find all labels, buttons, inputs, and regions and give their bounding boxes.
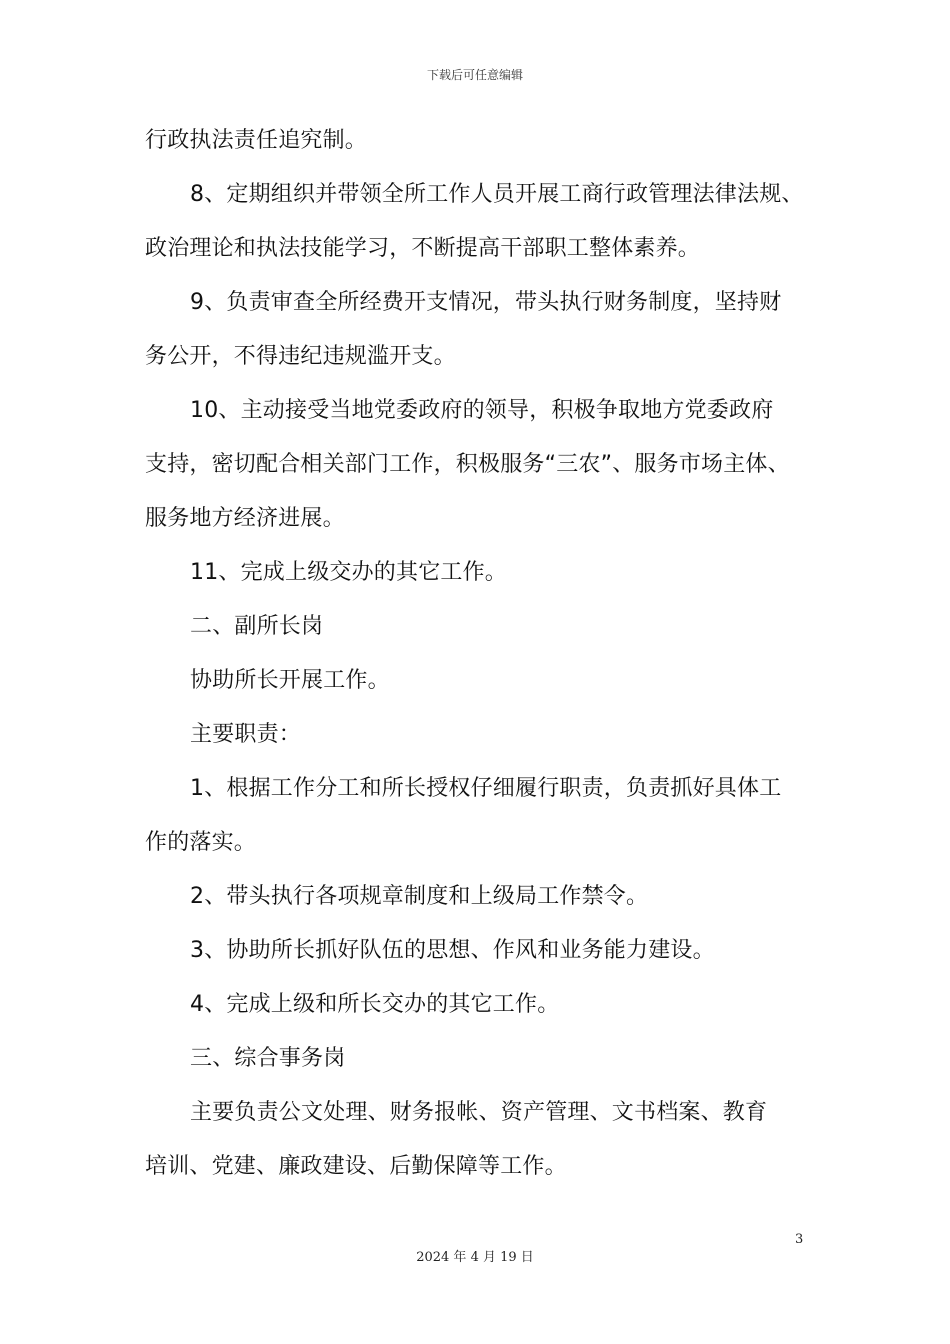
paragraph-line: 服务地方经济进展。: [145, 506, 345, 531]
paragraph-line: 务公开，不得违纪违规滥开支。: [145, 344, 456, 369]
paragraph-line: 2、带头执行各项规章制度和上级局工作禁令。: [190, 884, 649, 909]
paragraph-line: 11、完成上级交办的其它工作。: [190, 560, 507, 585]
subheading: 主要职责：: [190, 722, 302, 747]
paragraph-line: 10、主动接受当地党委政府的领导，积极争取地方党委政府: [190, 398, 774, 423]
paragraph-line: 协助所长开展工作。: [190, 668, 390, 693]
paragraph-line: 9、负责审查全所经费开支情况，带头执行财务制度，坚持财: [190, 290, 782, 315]
paragraph-line: 培训、党建、廉政建设、后勤保障等工作。: [145, 1154, 567, 1179]
section-heading: 三、综合事务岗: [190, 1046, 346, 1071]
paragraph-line: 1、根据工作分工和所长授权仔细履行职责，负责抓好具体工: [190, 776, 782, 801]
paragraph-line: 政治理论和执法技能学习，不断提高干部职工整体素养。: [145, 236, 701, 261]
page-header: 下载后可任意编辑: [426, 68, 523, 82]
paragraph-line: 行政执法责任追究制。: [145, 128, 368, 153]
paragraph-line: 8、定期组织并带领全所工作人员开展工商行政管理法律法规、: [190, 182, 804, 207]
paragraph-line: 主要负责公文处理、财务报帐、资产管理、文书档案、教育: [190, 1100, 768, 1125]
paragraph-line: 3、协助所长抓好队伍的思想、作风和业务能力建设。: [190, 938, 715, 963]
paragraph-line: 4、完成上级和所长交办的其它工作。: [190, 992, 560, 1017]
page-number: 3: [795, 1232, 804, 1247]
document-body: [145, 114, 825, 1194]
page-footer-date: 2024 年 4 月 19 日: [416, 1250, 534, 1265]
paragraph-line: 支持，密切配合相关部门工作，积极服务“三农”、服务市场主体、: [145, 452, 790, 477]
paragraph-line: 作的落实。: [145, 830, 257, 855]
section-heading: 二、副所长岗: [190, 614, 324, 639]
